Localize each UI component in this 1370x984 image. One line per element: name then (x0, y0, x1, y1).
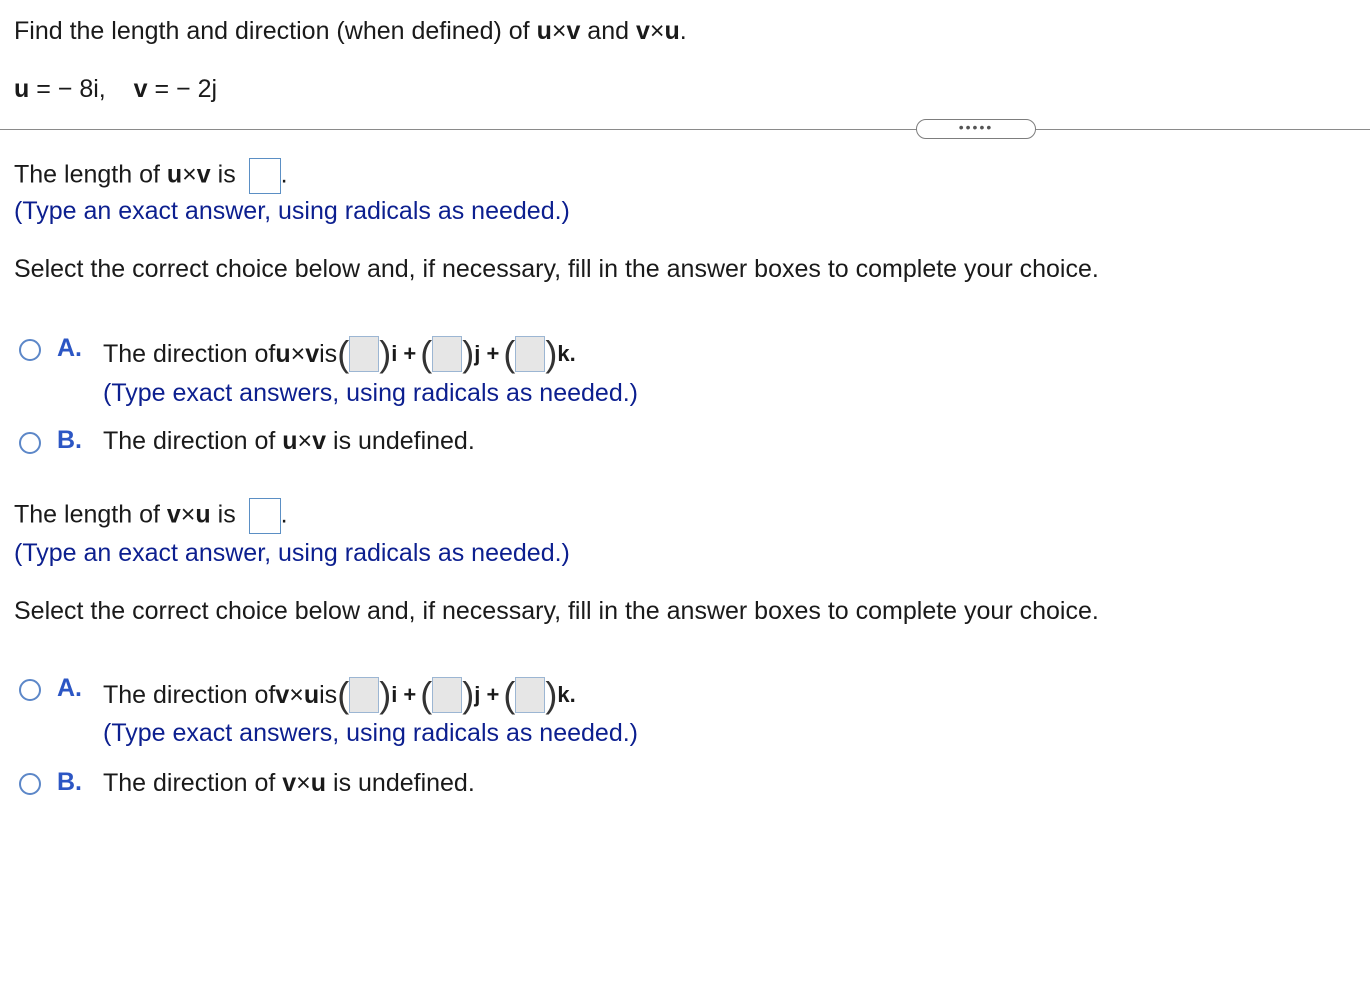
left-paren: ( (420, 674, 433, 715)
given-u-label: u (14, 75, 30, 103)
uxv-k-component-input[interactable] (515, 336, 545, 372)
vxu-length-hint: (Type an exact answer, using radicals as needed.) (14, 539, 570, 567)
vxu-j-component-input[interactable] (432, 677, 462, 713)
vxu-option-b-letter: B. (57, 768, 82, 796)
uxv-option-a-text: The direction of u × v is ( ) i + ( ) j + ( ) k. (103, 333, 576, 374)
uxv-i-component-input[interactable] (349, 336, 379, 372)
given-v-value: = − 2j (147, 75, 218, 103)
vxu-option-a-hint: (Type exact answers, using radicals as needed.) (103, 719, 638, 747)
vxu-option-a-letter: A. (57, 674, 82, 702)
right-paren: ) (545, 674, 558, 715)
vxu-k-component-input[interactable] (515, 677, 545, 713)
uxv-option-b-radio[interactable] (19, 432, 41, 454)
uxv-option-a-letter: A. (57, 334, 82, 362)
right-paren: ) (545, 333, 558, 374)
vxu-option-a-text: The direction of v × u is ( ) i + ( ) j + ( ) k. (103, 674, 576, 715)
right-paren: ) (462, 333, 475, 374)
left-paren: ( (503, 333, 516, 374)
vector-u: u (536, 17, 552, 45)
expand-more-button[interactable]: ••••• (916, 119, 1036, 139)
vector-v: v (635, 17, 650, 45)
right-paren: ) (379, 674, 392, 715)
vxu-length-row: The length of v×u is . (14, 498, 288, 534)
uxv-length-input[interactable] (249, 158, 281, 194)
uxv-option-a-radio[interactable] (19, 339, 41, 361)
given-vectors (14, 74, 217, 104)
section-divider (0, 129, 1370, 130)
right-paren: ) (379, 333, 392, 374)
uxv-option-a-hint: (Type exact answers, using radicals as needed.) (103, 379, 638, 407)
vxu-option-a-radio[interactable] (19, 679, 41, 701)
left-paren: ( (337, 333, 350, 374)
problem-instruction: Find the length and direction (when defined) of u×v and v×u. (14, 17, 687, 45)
vector-u: u (664, 17, 680, 45)
right-paren: ) (462, 674, 475, 715)
uxv-option-b-letter: B. (57, 426, 82, 454)
vxu-option-b-radio[interactable] (19, 773, 41, 795)
vxu-select-instruction: Select the correct choice below and, if necessary, fill in the answer boxes to complete your choice. (14, 597, 1099, 625)
given-u-value: = − 8i, (29, 75, 106, 103)
vector-v: v (566, 17, 581, 45)
vxu-option-b-text: The direction of v×u is undefined. (103, 769, 475, 797)
left-paren: ( (503, 674, 516, 715)
uxv-length-row: The length of u×v is . (14, 158, 288, 194)
left-paren: ( (337, 674, 350, 715)
vxu-length-input[interactable] (249, 498, 281, 534)
uxv-length-hint: (Type an exact answer, using radicals as needed.) (14, 197, 570, 225)
vxu-i-component-input[interactable] (349, 677, 379, 713)
left-paren: ( (420, 333, 433, 374)
uxv-j-component-input[interactable] (432, 336, 462, 372)
given-v-label: v (133, 75, 148, 103)
uxv-select-instruction: Select the correct choice below and, if necessary, fill in the answer boxes to complete your choice. (14, 255, 1099, 283)
uxv-option-b-text: The direction of u×v is undefined. (103, 427, 475, 455)
